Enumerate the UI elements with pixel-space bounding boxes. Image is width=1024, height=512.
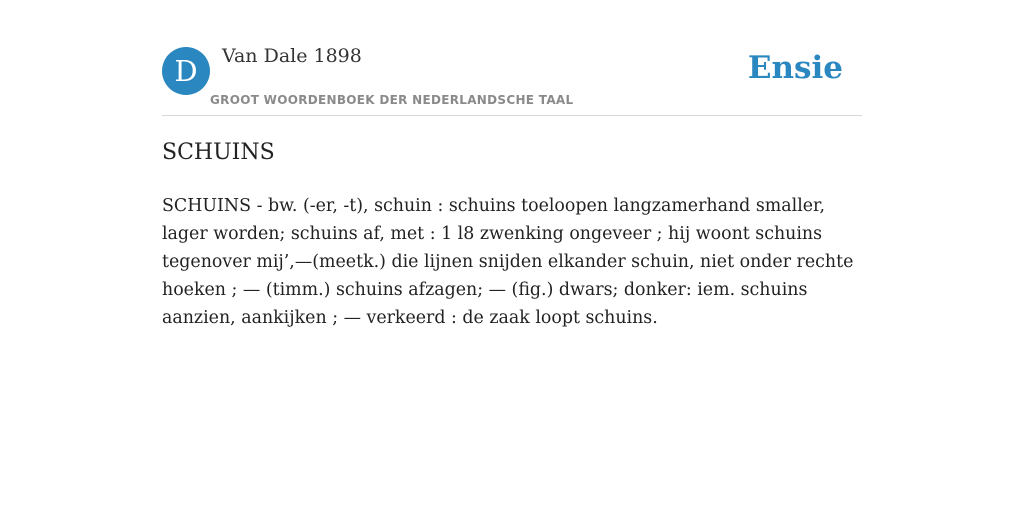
dictionary-subtitle: GROOT WOORDENBOEK DER NEDERLANDSCHE TAAL: [210, 93, 574, 107]
ensie-logo[interactable]: Ensie: [747, 50, 843, 86]
dictionary-logo[interactable]: D: [162, 47, 210, 95]
entry-headword: SCHUINS: [162, 140, 275, 165]
dictionary-title[interactable]: Van Dale 1898: [222, 45, 362, 67]
entry-definition: SCHUINS - bw. (-er, -t), schuin : schuins toeloopen langzamerhand smaller, lager worden; schuins af, met : 1 l8 zwenking ongeveer ; hij woont schuins tegenover mij’,—(meetk.) die lijnen snijden elkander schuin, niet onder rechte hoeken ; — (timm.) schuins afzagen; — (fig.) dwars; donker: iem. schuins aanzien, aankijken ; — verkeerd : de zaak loopt schuins.: [162, 196, 854, 328]
dictionary-header: [162, 40, 862, 116]
